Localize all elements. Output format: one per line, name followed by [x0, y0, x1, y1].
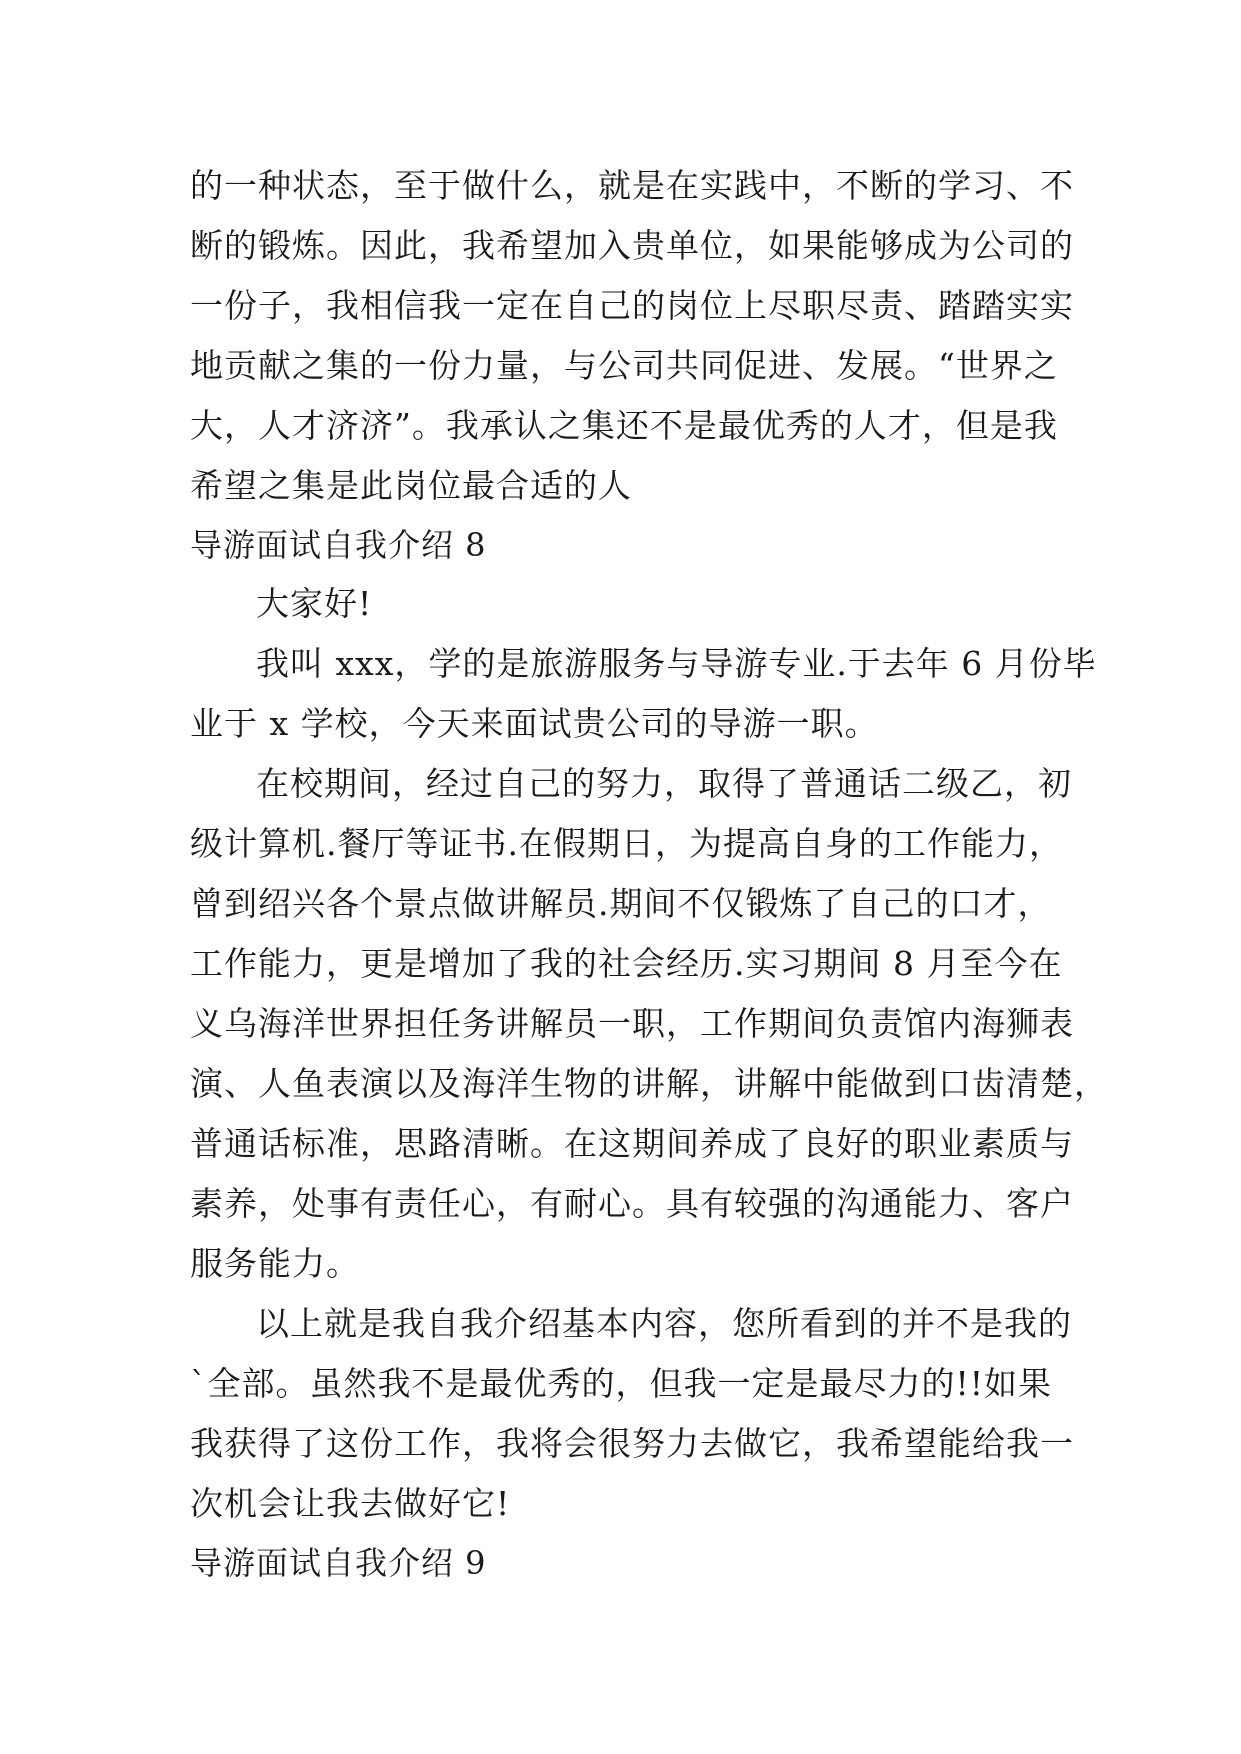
- text-line: 地贡献之集的一份力量，与公司共同促进、发展。“世界之: [190, 346, 1058, 385]
- text-line: 我叫 xxx，学的是旅游服务与导游专业.于去年 6 月份毕: [256, 644, 1097, 683]
- text-line: 普通话标准，思路清晰。在这期间养成了良好的职业素质与: [190, 1124, 1074, 1163]
- text-line: 在校期间，经过自己的努力，取得了普通话二级乙，初: [256, 764, 1072, 803]
- text-line: 素养，处事有责任心，有耐心。具有较强的沟通能力、客户: [190, 1184, 1074, 1223]
- greeting: 大家好!: [256, 584, 373, 623]
- text-line: 服务能力。: [190, 1244, 360, 1283]
- continued-paragraph: [190, 156, 1074, 516]
- text-line: 我获得了这份工作，我将会很努力去做它，我希望能给我一: [190, 1424, 1074, 1463]
- document-body: [190, 156, 1108, 1592]
- text-line: 次机会让我去做好它!: [190, 1484, 511, 1523]
- text-line: 断的锻炼。因此，我希望加入贵单位，如果能够成为公司的: [190, 226, 1074, 265]
- text-line: 工作能力，更是增加了我的社会经历.实习期间 8 月至今在: [190, 944, 1063, 983]
- text-line: 义乌海洋世界担任务讲解员一职，工作期间负责馆内海狮表: [190, 1004, 1074, 1043]
- text-line: 演、人鱼表演以及海洋生物的讲解，讲解中能做到口齿清楚，: [190, 1064, 1108, 1103]
- paragraph-intro: [190, 634, 1097, 754]
- text-line: 大，人才济济”。我承认之集还不是最优秀的人才，但是我: [190, 406, 1058, 445]
- text-line: 业于 x 学校，今天来面试贵公司的导游一职。: [190, 704, 879, 743]
- section-heading-8: 导游面试自我介绍 8: [190, 526, 487, 564]
- paragraph-closing: [190, 1294, 1074, 1534]
- text-line: 一份子，我相信我一定在自己的岗位上尽职尽责、踏踏实实: [190, 286, 1074, 325]
- text-line: 曾到绍兴各个景点做讲解员.期间不仅锻炼了自己的口才，: [190, 884, 1052, 923]
- text-line: 以上就是我自我介绍基本内容，您所看到的并不是我的: [256, 1304, 1072, 1343]
- section-heading-9: 导游面试自我介绍 9: [190, 1544, 487, 1582]
- text-line: 级计算机.餐厅等证书.在假期日，为提高自身的工作能力，: [190, 824, 1063, 863]
- text-line: 希望之集是此岗位最合适的人: [190, 466, 632, 505]
- paragraph-experience: [190, 754, 1108, 1294]
- text-line: `全部。虽然我不是最优秀的，但我一定是最尽力的!!如果: [190, 1364, 1053, 1403]
- text-line: 的一种状态，至于做什么，就是在实践中，不断的学习、不: [190, 166, 1074, 205]
